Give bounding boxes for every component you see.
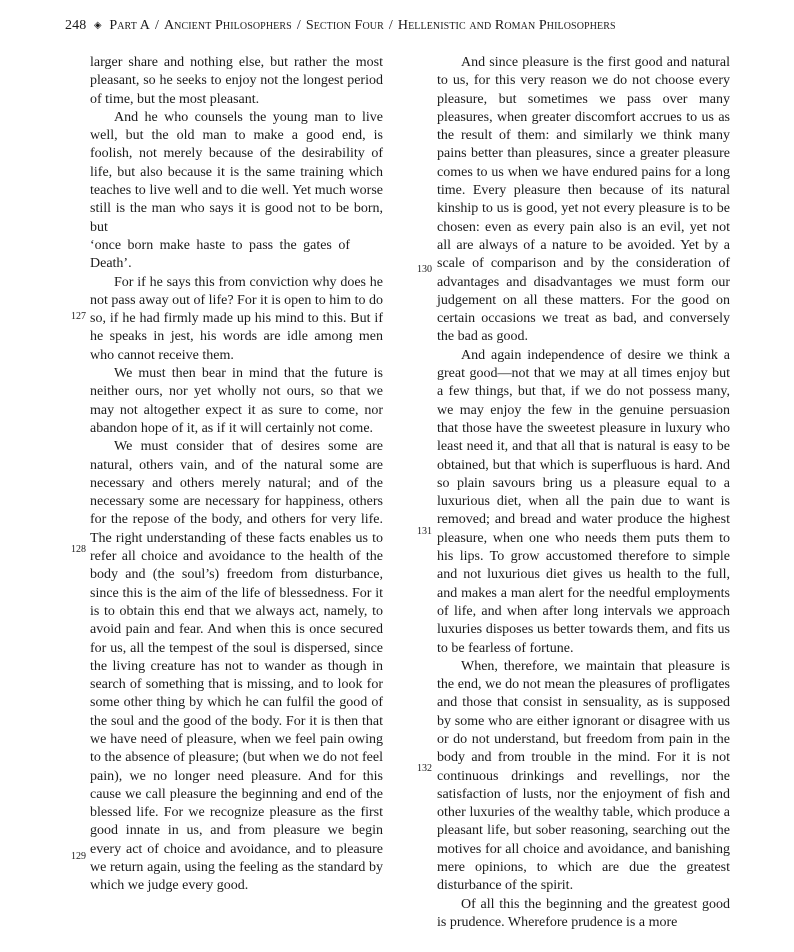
paragraph: larger share and nothing else, but rather the most pleasant, so he seeks to enjoy not the longest period of time, but the most pleasant.	[90, 55, 383, 107]
paragraph: We must consider that of desires some are natural, others vain, and of the natural some are necessary and others merely natural; and of the necessary some are necessary for happiness, others for the repose of the body, and others for very life. The right understanding of these facts enables us to refer all choice and avoidance to the health of the body and (the soul’s) freedom from disturbance, since this is the aim of the life of blessedness. For it is to obtain this end that we always act, namely, to avoid pain and fear. And when this is once secured for us, all the tempest of the soul is dispersed, since the living creature has not to wander as though in search of something that is missing, and to look for some other thing by which he can fulfil the good of the soul and the good of the body. For it is then that we have need of pleasure, when we feel pain owing to the absence of pleasure; (but when we do not feel pain), we no longer need pleasure. And for this cause we call pleasure the beginning and end of the blessed life. For we recognize pleasure as the first good innate in us, and from pleasure we begin every act of choice and avoidance, and to pleasure we return again, using the feeling as the standard by which we judge every good.	[90, 439, 383, 894]
header-section-title: Ancient Philosophers	[163, 18, 292, 33]
paragraph: We must then bear in mind that the future is neither ours, nor yet wholly not ours, so that we may not altogether expect it as sure to come, nor abandon hope of it, as if it will certainly not come.	[90, 366, 383, 436]
margin-number: 129	[71, 851, 86, 862]
running-header: 248 ◈ Part A / Ancient Philosophers / Section Four / Hellenistic and Roman Philosophers	[65, 18, 616, 33]
left-column	[90, 54, 383, 896]
margin-number: 128	[71, 544, 86, 555]
margin-number: 130	[417, 264, 432, 275]
margin-number: 132	[417, 763, 432, 774]
margin-number: 131	[417, 526, 432, 537]
paragraph: Of all this the beginning and the greatest good is prudence. Wherefore prudence is a more	[437, 896, 730, 930]
page-number: 248	[65, 18, 87, 33]
right-column	[437, 54, 730, 932]
margin-number: 127	[71, 311, 86, 322]
header-part: Part A	[109, 18, 150, 33]
paragraph: And since pleasure is the first good and natural to us, for this very reason we do not choose every pleasure, but sometimes we pass over many pleasures, when greater discomfort accrues to us as the result of them: and similarly we think many pains better than pleasures, since a greater pleasure comes to us when we have endured pains for a long time. Every pleasure then because of its natural kinship to us is good, yet not every pleasure is to be chosen: even as every pain also is an evil, yet not all are always of a nature to be avoided. Yet by a scale of comparison and by the consideration of advantages and disadvantages we must form our judgement on all these matters. For the good on certain occasions we treat as bad, and conversely the bad as good.	[437, 55, 730, 345]
paragraph: And he who counsels the young man to live well, but the old man to make a good end, is foolish, not merely because of the desirability of life, but also because it is the same training which teaches to live well and to die well. Yet much worse still is the man who says it is good not to be born, but	[90, 109, 383, 235]
block-quote: ‘once born make haste to pass the gates of Death’.	[90, 237, 350, 272]
header-section: Section Four	[305, 18, 384, 33]
paragraph: For if he says this from conviction why does he not pass away out of life? For it is open to him to do so, if he had firmly made up his mind to this. But if he speaks in jest, his words are idle among men who cannot receive them.	[90, 274, 383, 363]
header-subsection: Hellenistic and Roman Philosophers	[397, 18, 616, 33]
paragraph: When, therefore, we maintain that pleasure is the end, we do not mean the pleasures of profligates and those that consist in sensuality, as is supposed by some who are either ignorant or disagree with us or do not understand, but freedom from pain in the body and from trouble in the mind. For it is not continuous drinkings and revellings, nor the satisfaction of lusts, nor the enjoyment of fish and other luxuries of the wealthy table, which produce a pleasant life, but sober reasoning, searching out the motives for all choice and avoidance, and banishing mere opinions, to which are due the greatest disturbance of the spirit.	[437, 658, 730, 894]
ornament-icon: ◈	[93, 20, 102, 31]
paragraph: And again independence of desire we think a great good—not that we may at all times enjoy but a few things, but that, if we do not possess many, we may enjoy the few in the genuine persuasion that those have the sweetest pleasure in luxury who least need it, and that all that is natural is easy to be obtained, but that which is superfluous is hard. And so plain savours bring us a pleasure equal to a luxurious diet, when all the pain due to want is removed; and bread and water produce the highest pleasure, when one who needs them puts them to his lips. To grow accustomed therefore to simple and not luxurious diet gives us health to the full, and makes a man alert for the needful employments of life, and when after long intervals we approach luxuries disposes us better towards them, and fits us to be fearless of fortune.	[437, 347, 730, 656]
